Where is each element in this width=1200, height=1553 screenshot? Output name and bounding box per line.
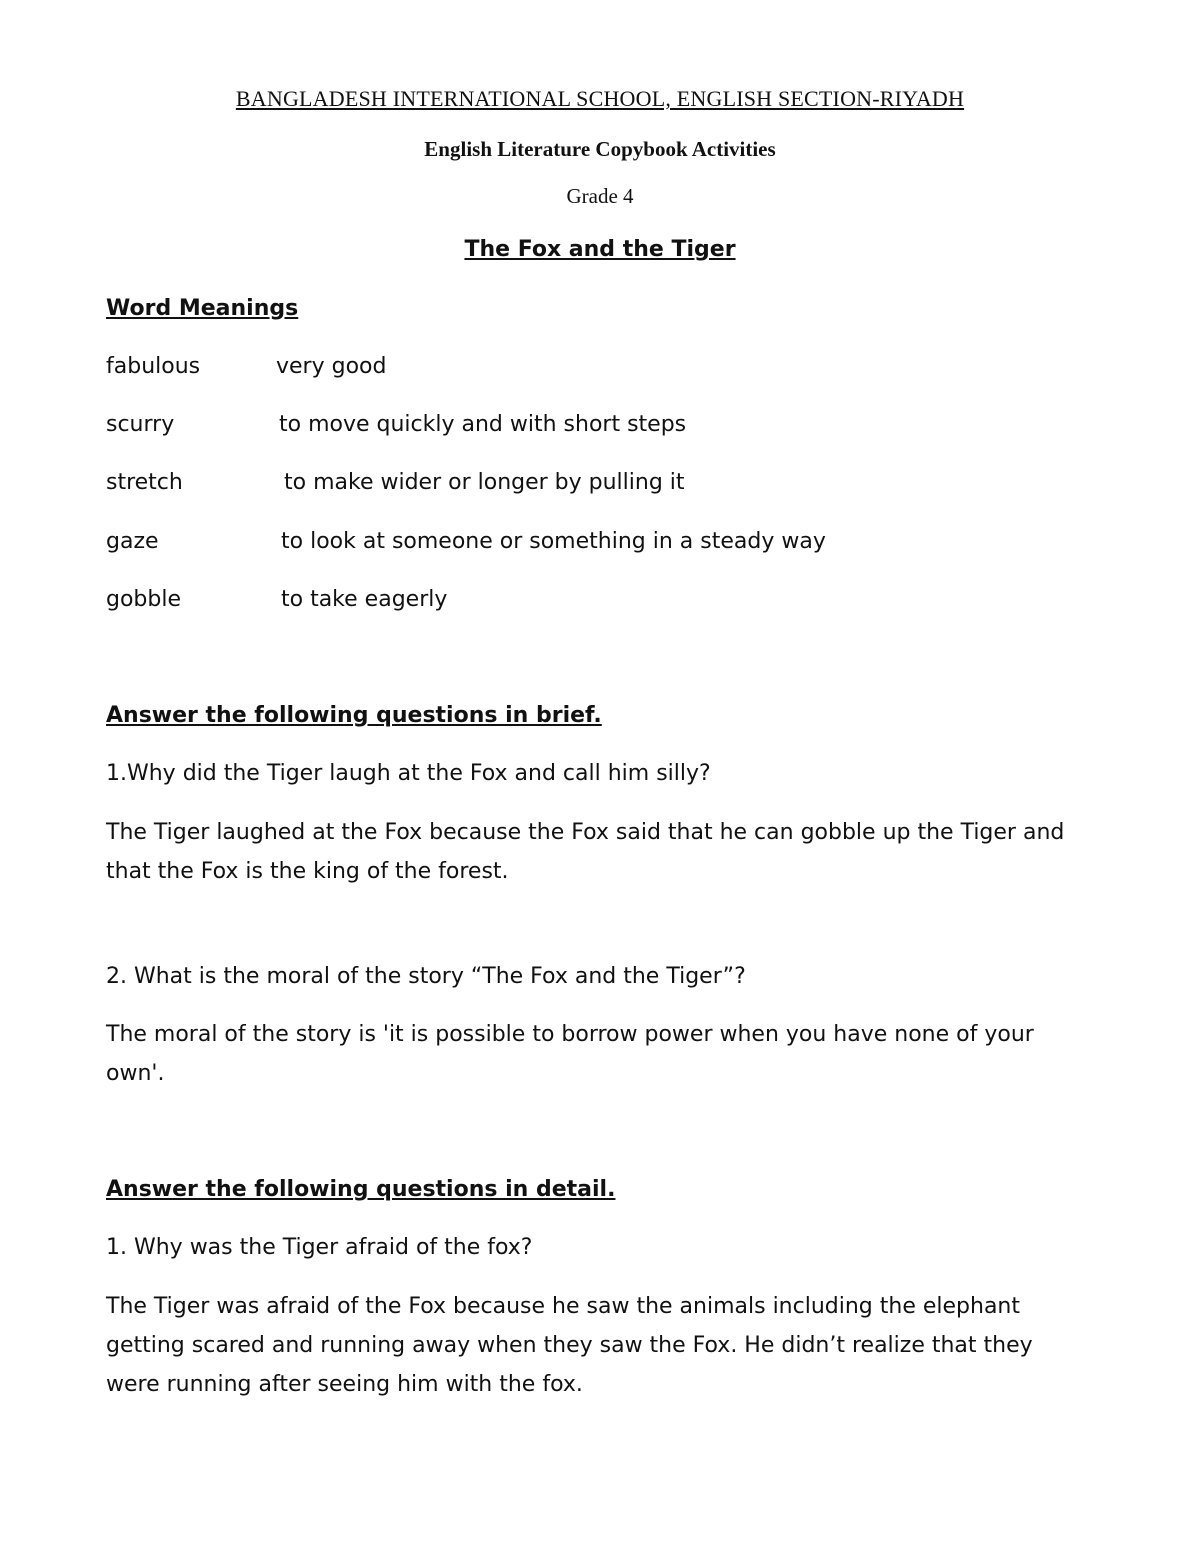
brief-questions-heading: Answer the following questions in brief. <box>106 703 602 728</box>
brief-answer-1: The Tiger laughed at the Fox because the Fox said that he can gobble up the Tiger and that the Fox is the king of the forest. <box>106 820 1065 884</box>
document-subtitle: English Literature Copybook Activities <box>424 137 776 161</box>
meaning-gaze: to look at someone or something in a steady way <box>281 529 826 554</box>
school-name: BANGLADESH INTERNATIONAL SCHOOL, ENGLISH SECTION-RIYADH <box>235 86 965 111</box>
word-fabulous: fabulous <box>106 354 201 379</box>
word-meanings-heading: Word Meanings <box>106 296 299 321</box>
word-stretch: stretch <box>106 470 183 495</box>
word-scurry: scurry <box>106 412 175 437</box>
word-gobble: gobble <box>106 587 182 612</box>
detail-questions-heading: Answer the following questions in detail. <box>106 1177 616 1202</box>
grade-label: Grade 4 <box>566 184 634 208</box>
brief-question-1: 1.Why did the Tiger laugh at the Fox and call him silly? <box>106 761 711 786</box>
meaning-scurry: to move quickly and with short steps <box>279 412 687 437</box>
story-title: The Fox and the Tiger <box>464 237 736 262</box>
detail-question-1: 1. Why was the Tiger afraid of the fox? <box>106 1235 533 1260</box>
detail-answer-1: The Tiger was afraid of the Fox because he saw the animals including the elephant getting scared and running away when they saw the Fox. He didn’t realize that they were running after seeing him with the fox. <box>106 1294 1033 1397</box>
brief-answer-2: The moral of the story is 'it is possible to borrow power when you have none of your own'. <box>106 1022 1034 1086</box>
word-gaze: gaze <box>106 529 159 554</box>
meaning-stretch: to make wider or longer by pulling it <box>284 470 685 495</box>
meaning-gobble: to take eagerly <box>281 587 448 612</box>
brief-question-2: 2. What is the moral of the story “The Fox and the Tiger”? <box>106 964 746 989</box>
meaning-fabulous: very good <box>276 354 387 379</box>
